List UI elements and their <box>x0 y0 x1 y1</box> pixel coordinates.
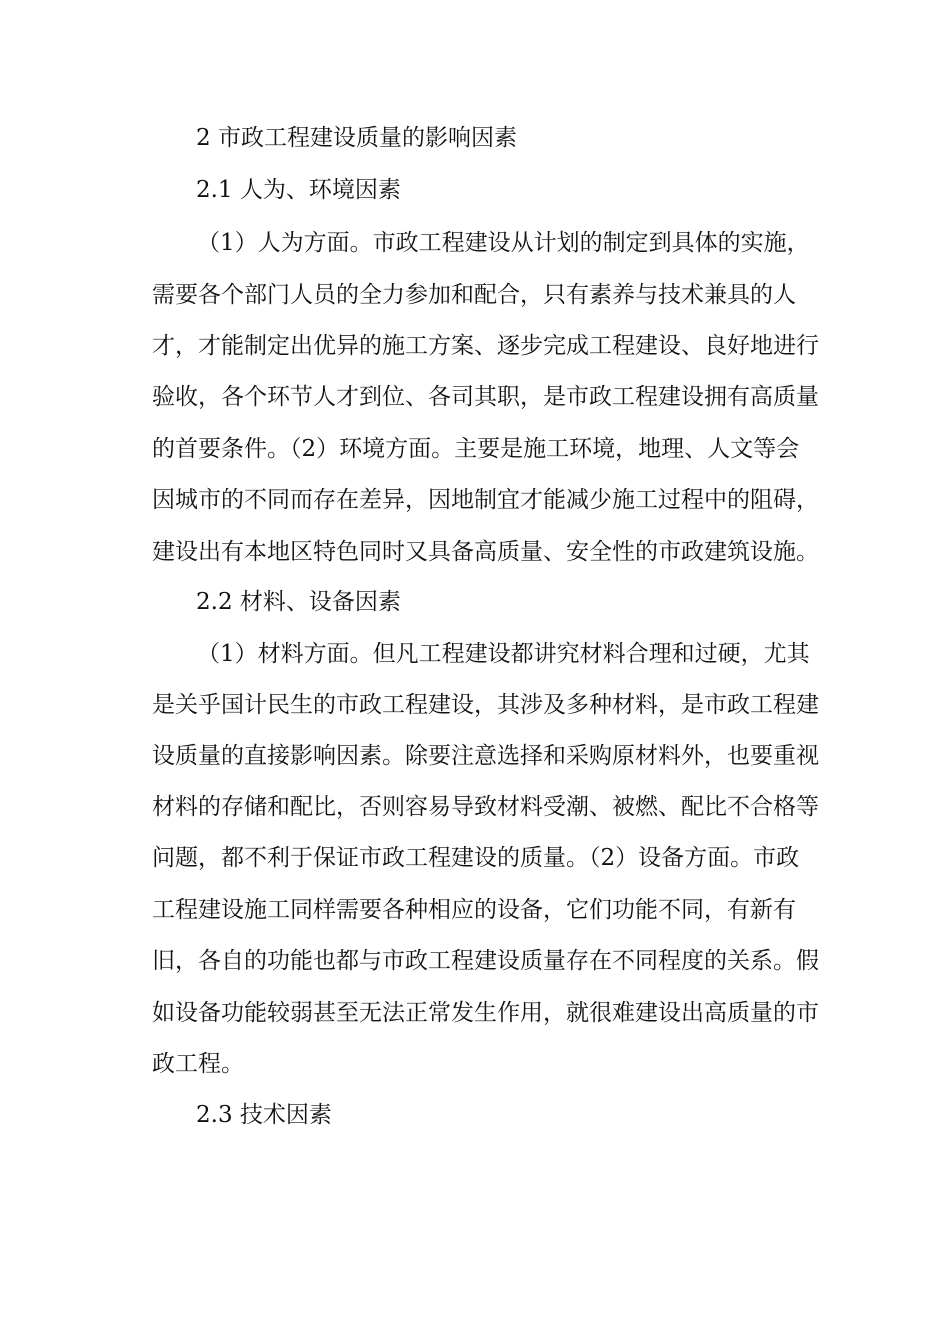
section-2-2-title: 2.2 材料、设备因素 <box>196 589 401 615</box>
section-2-1-line: 需要各个部门人员的全力参加和配合，只有素养与技术兼具的人 <box>152 282 796 308</box>
section-2-2-line: 如设备功能较弱甚至无法正常发生作用，就很难建设出高质量的市 <box>152 1000 819 1026</box>
section-2-2-line: 政工程。 <box>152 1051 244 1077</box>
heading-main: 2 市政工程建设质量的影响因素 <box>196 125 517 151</box>
section-2-2-line: 问题，都不利于保证市政工程建设的质量。（2）设备方面。市政 <box>152 845 800 871</box>
section-2-1-line: 验收，各个环节人才到位、各司其职，是市政工程建设拥有高质量 <box>152 384 819 410</box>
section-2-1-line: 建设出有本地区特色同时又具备高质量、安全性的市政建筑设施。 <box>152 539 819 565</box>
section-2-2-line: 旧，各自的功能也都与市政工程建设质量存在不同程度的关系。假 <box>152 948 819 974</box>
section-2-1-line: 的首要条件。（2）环境方面。主要是施工环境，地理、人文等会 <box>152 436 800 462</box>
section-2-1-line: （1）人为方面。市政工程建设从计划的制定到具体的实施， <box>197 230 810 256</box>
section-2-2-line: 是关乎国计民生的市政工程建设，其涉及多种材料，是市政工程建 <box>152 692 819 718</box>
section-2-2-line: 工程建设施工同样需要各种相应的设备，它们功能不同，有新有 <box>152 897 796 923</box>
section-2-2-line: 设质量的直接影响因素。除要注意选择和采购原材料外，也要重视 <box>152 743 819 769</box>
section-2-2-line: 材料的存储和配比，否则容易导致材料受潮、被燃、配比不合格等 <box>152 794 819 820</box>
section-2-1-title: 2.1 人为、环境因素 <box>196 177 401 203</box>
section-2-2-line: （1）材料方面。但凡工程建设都讲究材料合理和过硬，尤其 <box>197 641 810 667</box>
section-2-1-line: 才，才能制定出优异的施工方案、逐步完成工程建设、良好地进行 <box>152 333 819 359</box>
section-2-1-line: 因城市的不同而存在差异，因地制宜才能减少施工过程中的阻碍， <box>152 487 819 513</box>
section-2-3-title: 2.3 技术因素 <box>196 1102 332 1128</box>
